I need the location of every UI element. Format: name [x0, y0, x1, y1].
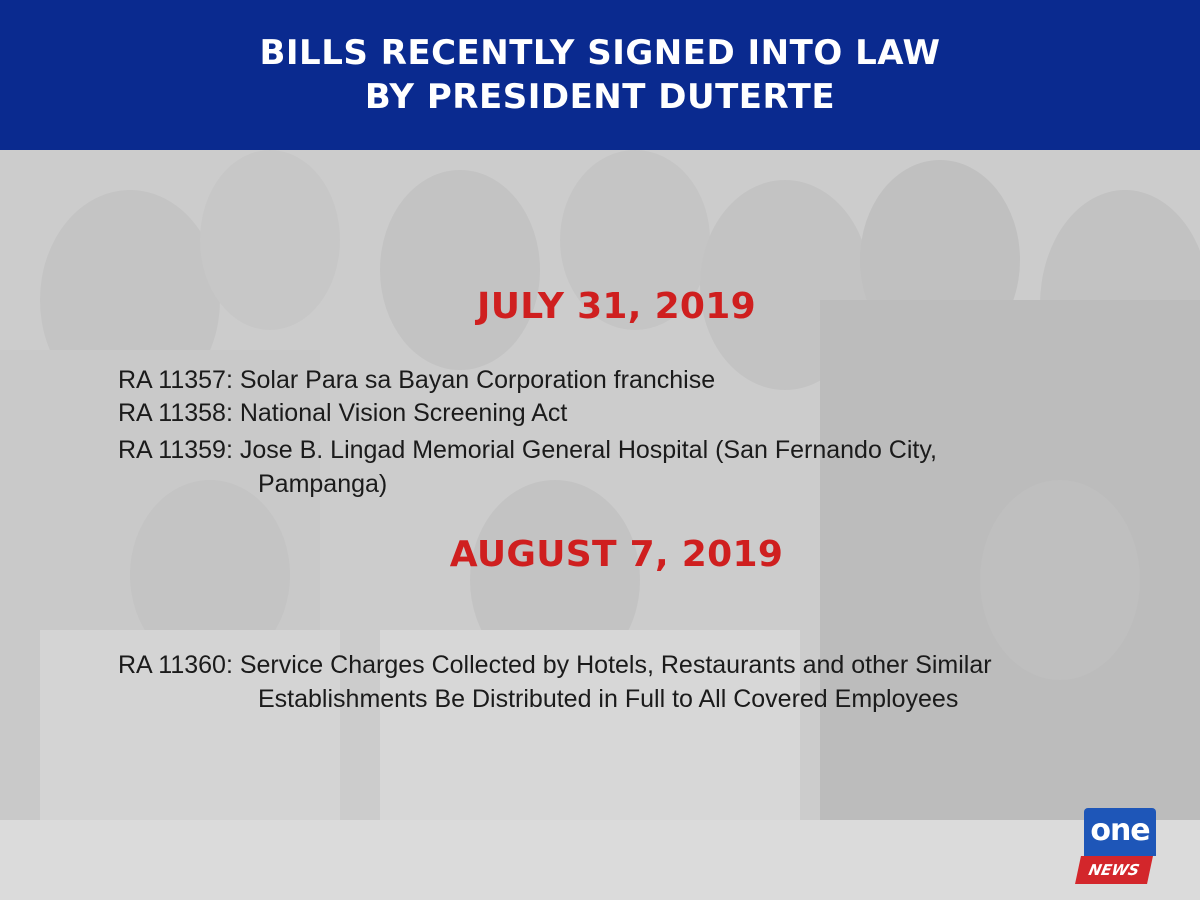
bill-item	[118, 396, 1118, 430]
date-heading-july: JULY 31, 2019	[477, 286, 756, 327]
bill-text-continuation: Establishments Be Distributed in Full to All Covered Employees	[258, 685, 959, 713]
logo-news-text: NEWS	[1075, 856, 1153, 884]
bill-text: RA 11360: Service Charges Collected by Hotels, Restaurants and other Similar	[118, 651, 992, 679]
bill-item	[118, 648, 1118, 716]
bill-text-continuation: Pampanga)	[258, 470, 388, 498]
date-heading-august: AUGUST 7, 2019	[449, 534, 784, 575]
bill-text: RA 11358: National Vision Screening Act	[118, 399, 568, 427]
title-line-2: BY PRESIDENT DUTERTE	[364, 77, 836, 117]
logo-one-text: one	[1084, 808, 1156, 856]
bill-text: RA 11359: Jose B. Lingad Memorial General Hospital (San Fernando City,	[118, 436, 937, 464]
one-news-logo	[1084, 808, 1156, 884]
bills-content	[0, 150, 1200, 900]
bill-text: RA 11357: Solar Para sa Bayan Corporation franchise	[118, 366, 716, 394]
bill-item	[118, 433, 1118, 501]
title-line-1: BILLS RECENTLY SIGNED INTO LAW	[259, 33, 941, 73]
title-banner	[0, 0, 1200, 150]
bill-item	[118, 363, 1118, 397]
